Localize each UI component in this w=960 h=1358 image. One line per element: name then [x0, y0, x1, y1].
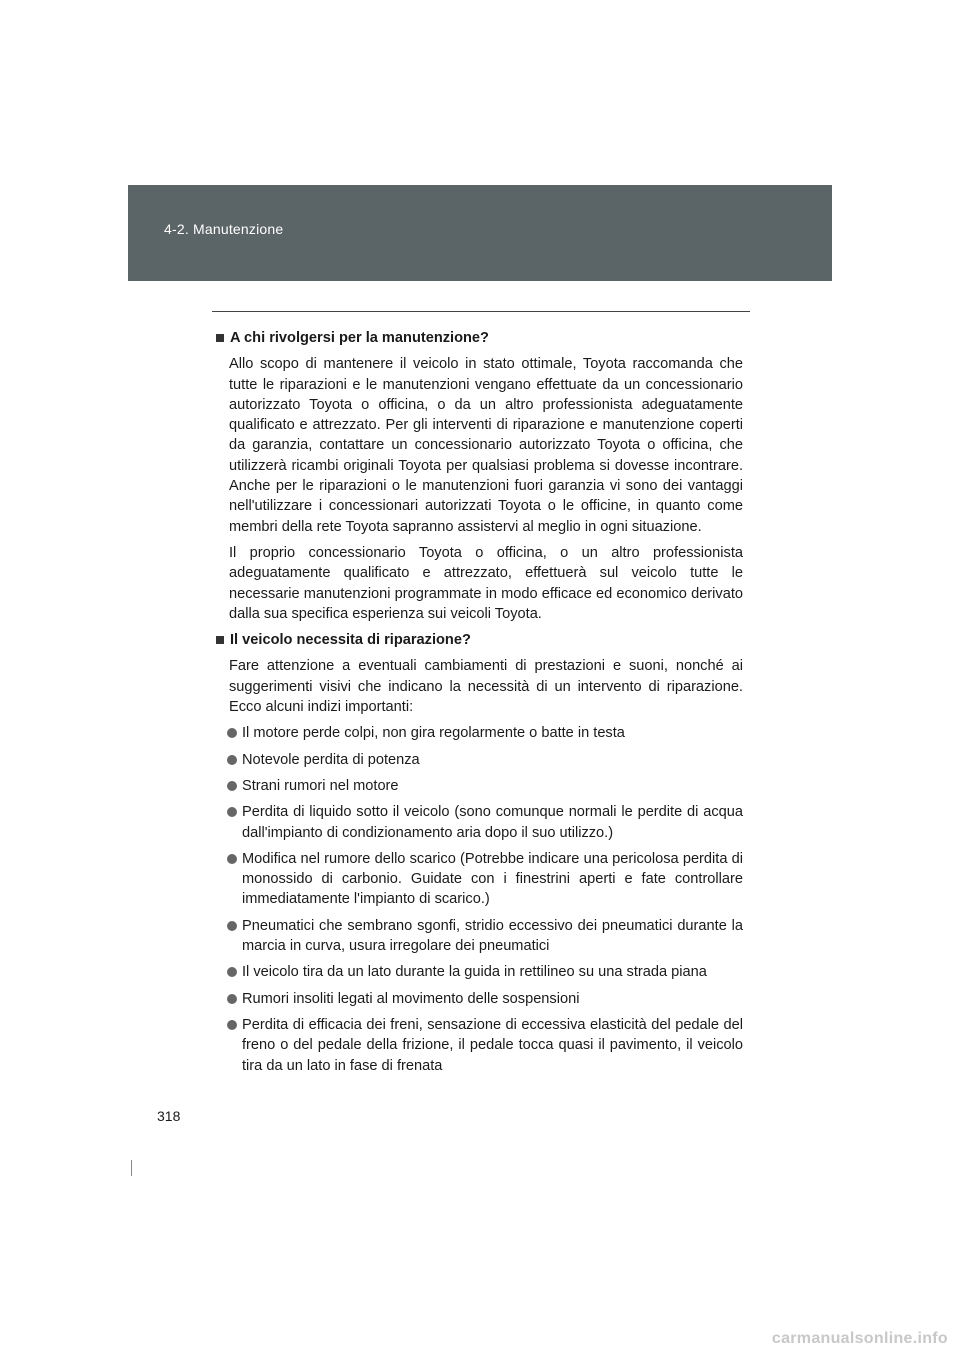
round-bullet-icon: [227, 854, 237, 864]
square-bullet-icon: [216, 334, 224, 342]
list-item: Perdita di efficacia dei freni, sensazione di eccessiva elasticità del pedale del freno o del pedale della frizione, il pedale tocca quasi il pavimento, il veicolo tira da un lato in fase di frenata: [227, 1015, 743, 1076]
heading-text: Il veicolo necessita di riparazione?: [230, 632, 471, 649]
list-item: Perdita di liquido sotto il veicolo (sono comunque normali le perdite di acqua dall'impianto di condizionamento aria dopo il suo utilizzo.): [227, 802, 743, 843]
top-rule: [212, 311, 750, 312]
section-heading-repair: [215, 630, 743, 650]
list-item: Modifica nel rumore dello scarico (Potrebbe indicare una pericolosa perdita di monossido di carbonio. Guidate con i finestrini aperti e fate controllare immediatamente l'impianto di scarico.): [227, 849, 743, 910]
list-item: Il veicolo tira da un lato durante la guida in rettilineo su una strada piana: [227, 962, 743, 982]
paragraph: Il proprio concessionario Toyota o officina, o un altro professionista adeguatamente qualificato e attrezzato, effettuerà sul veicolo tutte le necessarie manutenzioni programmate in modo efficace ed economico derivato dalla sua specifica esperienza sui veicoli Toyota.: [229, 544, 743, 622]
round-bullet-icon: [227, 994, 237, 1004]
main-content: [215, 328, 743, 1082]
heading-text: A chi rivolgersi per la manutenzione?: [230, 330, 489, 346]
round-bullet-icon: [227, 921, 237, 931]
list-item: Notevole perdita di potenza: [227, 750, 743, 770]
symptom-list: [215, 723, 743, 1075]
header-band: [128, 185, 832, 281]
paragraph: Fare attenzione a eventuali cambiamenti di prestazioni e suoni, nonché ai suggerimenti visivi che indicano la necessità di un intervento di riparazione. Ecco alcuni indizi importanti:: [229, 658, 743, 716]
square-bullet-icon: [216, 636, 224, 644]
round-bullet-icon: [227, 967, 237, 977]
section-title: 4-2. Manutenzione: [164, 221, 284, 237]
section-heading-maintenance: [215, 328, 743, 348]
round-bullet-icon: [227, 1020, 237, 1030]
margin-mark: [131, 1160, 132, 1176]
list-item: Strani rumori nel motore: [227, 776, 743, 796]
paragraph: Allo scopo di mantenere il veicolo in stato ottimale, Toyota raccomanda che tutte le riparazioni e le manutenzioni vengano effettuate da un concessionario autorizzato Toyota o officina, o da un altro professionista adeguatamente qualificato e attrezzato. Per gli interventi di riparazione e manutenzione coperti da garanzia, contattare un concessionario autorizzato Toyota o officina, che utilizzerà ricambi originali Toyota per qualsiasi problema si dovesse incontrare. Anche per le riparazioni o le manutenzioni fuori garanzia vi sono dei vantaggi nell'utilizzare i concessionari autorizzati Toyota o le officine, in quanto come membri della rete Toyota sapranno assistervi al meglio in ogni situazione.: [229, 356, 743, 535]
round-bullet-icon: [227, 728, 237, 738]
round-bullet-icon: [227, 755, 237, 765]
list-item: Pneumatici che sembrano sgonfi, stridio eccessivo dei pneumatici durante la marcia in curva, usura irregolare dei pneumatici: [227, 916, 743, 957]
list-item: Rumori insoliti legati al movimento delle sospensioni: [227, 989, 743, 1009]
page-number: 318: [157, 1108, 181, 1124]
round-bullet-icon: [227, 781, 237, 791]
round-bullet-icon: [227, 807, 237, 817]
list-item: Il motore perde colpi, non gira regolarmente o batte in testa: [227, 723, 743, 743]
watermark: carmanualsonline.info: [771, 1330, 948, 1347]
